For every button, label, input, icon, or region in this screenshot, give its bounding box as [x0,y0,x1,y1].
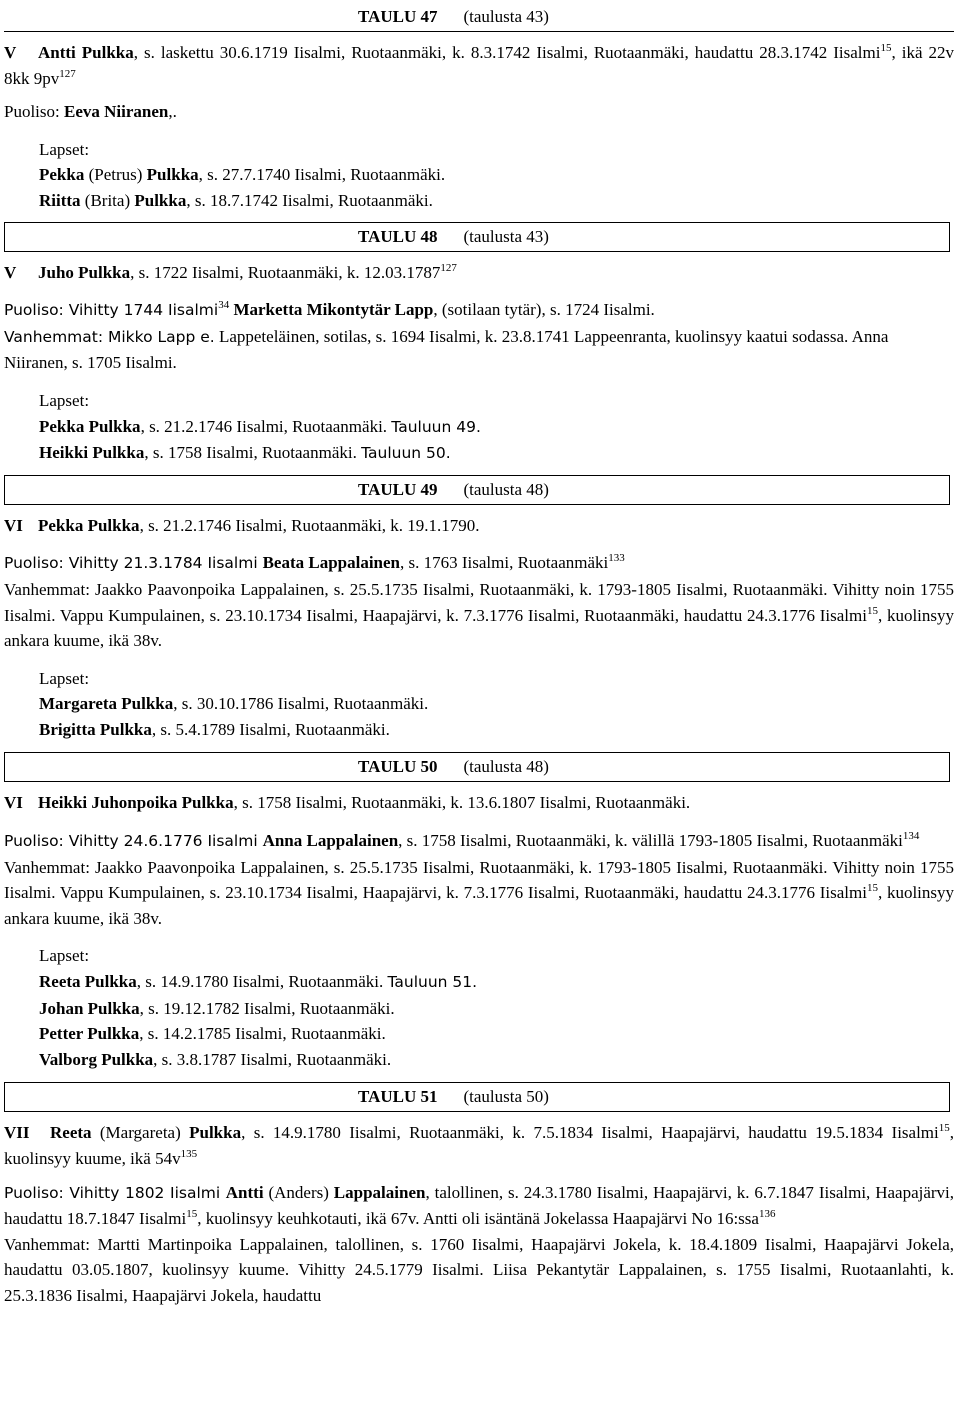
footnote-ref: 133 [608,552,625,565]
person-name: Antti Pulkka [38,43,134,62]
footnote-ref: 134 [902,830,920,843]
person-details-rest: , ikä 22v 8kk 9pv [4,43,954,88]
parents-label: Vanhemmat: Mikko Lapp e. [4,327,215,346]
parents-details: Lappeteläinen, sotilas, s. 1694 Iisalmi, k. 23.8.1741 Lappeenranta, kuolinsyy kaatui sodassa. Anna Niiranen, s. 1705 Iisalmi. [4,326,889,373]
taulu-49-header [4,475,950,505]
child-details: , s. 27.7.1740 Iisalmi, Ruotaanmäki. [198,165,446,185]
spouse-entry [4,550,954,577]
child-details: , s. 14.2.1785 Iisalmi, Ruotaanmäki. [139,1024,386,1044]
person-entry [4,1120,954,1171]
parents-entry [4,324,954,376]
spouse-label: Puoliso: [4,102,64,122]
spouse-details: , s. 1758 Iisalmi, Ruotaanmäki, k. välillä 1793-1805 Iisalmi, Ruotaanmäki [398,831,903,851]
taulu-47-header [4,3,954,32]
child-details: , s. 21.2.1746 Iisalmi, Ruotaanmäki. [140,416,392,436]
parents-details-rest: , kuolinsyy ankara kuume, ikä 38v. [4,605,955,651]
generation-label: VI [4,793,23,813]
child-entry [4,162,954,188]
child-entry [4,717,954,743]
taulu-source: (taulusta 48) [463,479,549,499]
person-details-rest: , kuolinsyy kuume, ikä 54v [4,1123,955,1168]
child-details: , s. 3.8.1787 Iisalmi, Ruotaanmäki. [153,1049,392,1069]
taulu-number: TAULU 47 [358,7,438,26]
parents-entry [4,577,954,654]
table-reference: Tauluun 51. [387,973,478,992]
child-name: Johan Pulkka [39,998,140,1018]
generation-label: VII [4,1123,30,1143]
spouse-details: ,. [168,102,177,122]
taulu-50 [4,752,954,1072]
person-entry [4,260,954,286]
spouse-label: Puoliso: Vihitty 1802 Iisalmi [4,1183,226,1202]
child-name: Margareta Pulkka [39,694,174,714]
table-reference: Tauluun 50. [361,444,451,463]
footnote-ref: 15 [866,882,878,895]
spouse-details: , s. 1763 Iisalmi, Ruotaanmäki [400,553,609,573]
spouse-entry [4,1180,954,1232]
child-name: Valborg Pulkka [39,1049,154,1069]
footnote-ref: 15 [866,604,878,617]
generation-label: V [4,43,17,62]
footnote-ref: 135 [180,1148,198,1160]
child-details: , s. 1758 Iisalmi, Ruotaanmäki. [144,443,362,463]
table-reference: Tauluun 49. [391,417,481,436]
person-alt-name: (Margareta) [91,1123,190,1143]
taulu-number: TAULU 51 [358,1087,438,1107]
spouse-name: Antti [225,1182,264,1202]
child-name: Reeta Pulkka [39,972,137,992]
person-details: , s. 14.9.1780 Iisalmi, Ruotaanmäki, k. 7.5.1834 Iisalmi, Haapajärvi, haudattu 19.5.1834 Iisalmi [241,1123,939,1143]
children-heading: Lapset: [39,946,90,966]
spouse-label: Puoliso: Vihitty 21.3.1784 Iisalmi [4,554,263,573]
spouse-details-rest: , kuolinsyy keuhkotauti, ikä 67v. Antti oli isäntänä Jokelassa Haapajärvi No 16:ssa [197,1209,759,1229]
child-details: , s. 14.9.1780 Iisalmi, Ruotaanmäki. [136,972,388,992]
child-name: Pekka [39,165,85,185]
person-details: , s. laskettu 30.6.1719 Iisalmi, Ruotaanmäki, k. 8.3.1742 Iisalmi, Ruotaanmäki, haudattu 28.3.1742 Iisalmi [133,43,881,62]
parents-entry [4,855,954,932]
child-entry [4,440,954,467]
taulu-number: TAULU 49 [358,479,438,499]
parents-details: Vanhemmat: Martti Martinpoika Lappalainen, talollinen, s. 1760 Iisalmi, Haapajärvi Jokela, k. 18.4.1809 Iisalmi, Haapajärvi Jokela, haudattu 03.05.1807, kuolinsyy kuume. Vihitty 24.5.1779 Iisalmi. Liisa Pekantytär Lappalainen, s. 1755 Iisalmi, Ruotaanlahti, k. 25.3.1836 Iisalmi, Haapajärvi Jokela, haudattu [4,1234,954,1305]
taulu-51-header [4,1082,950,1112]
child-name: Brigitta Pulkka [39,719,152,739]
person-name: Juho Pulkka [38,262,131,282]
spouse-entry [4,99,954,125]
child-alt-name: (Petrus) [84,165,147,185]
child-details: , s. 19.12.1782 Iisalmi, Ruotaanmäki. [139,998,395,1018]
child-name: Petter Pulkka [39,1024,140,1044]
person-name: Heikki Juhonpoika Pulkka [38,793,234,813]
spouse-entry [4,828,954,855]
footnote-ref: 127 [59,67,76,80]
child-entry [4,414,954,441]
person-entry [4,513,954,539]
children-heading: Lapset: [39,139,90,159]
spouse-details: , talollinen, s. 24.3.1780 Iisalmi, Haapajärvi, k. 6.7.1847 Iisalmi, Haapajärvi, haudattu 18.7.1847 Iisalmi [4,1182,955,1229]
footnote-ref: 127 [440,261,457,274]
taulu-47 [4,3,954,214]
child-surname: Pulkka [134,190,187,210]
taulu-source: (taulusta 50) [463,1087,549,1107]
footnote-ref: 15 [880,42,892,54]
taulu-source: (taulusta 43) [463,226,549,246]
footnote-ref: 15 [938,1122,950,1135]
spouse-name: Eeva Niiranen [64,102,169,122]
child-entry [4,969,954,996]
spouse-label: Puoliso: Vihitty 24.6.1776 Iisalmi [4,832,263,851]
child-details: , s. 18.7.1742 Iisalmi, Ruotaanmäki. [186,190,433,210]
taulu-48-header [4,223,950,252]
spouse-surname: Lappalainen [333,1182,426,1202]
parents-details: Vanhemmat: Jaakko Paavonpoika Lappalainen, s. 25.5.1735 Iisalmi, Ruotaanmäki, k. 1793-1805 Iisalmi, Ruotaanmäki. Vihitty noin 1755 Iisalmi. Vappu Kumpulainen, s. 23.10.1734 Iisalmi, Haapajärvi, k. 7.3.1776 Iisalmi, Ruotaanmäki, haudattu 24.3.1776 Iisalmi [4,857,954,903]
taulu-source: (taulusta 48) [463,757,549,777]
parents-details-rest: , kuolinsyy ankara kuume, ikä 38v. [4,883,955,928]
taulu-number: TAULU 48 [358,226,438,246]
child-entry [4,188,954,214]
taulu-50-header [4,752,950,782]
child-entry [4,996,954,1022]
child-entry [4,1021,954,1047]
child-details: , s. 30.10.1786 Iisalmi, Ruotaanmäki. [173,694,429,714]
taulu-49 [4,475,954,743]
child-surname: Pulkka [146,165,199,185]
person-entry [4,790,954,816]
child-name: Heikki Pulkka [39,443,145,463]
person-details: , s. 1758 Iisalmi, Ruotaanmäki, k. 13.6.1807 Iisalmi, Ruotaanmäki. [233,793,691,813]
footnote-ref: 15 [186,1208,198,1221]
footnote-ref: 136 [758,1208,776,1221]
children-heading: Lapset: [39,390,90,410]
spouse-entry [4,297,954,324]
child-alt-name: (Brita) [80,190,135,210]
person-surname: Pulkka [189,1123,242,1143]
person-details: , s. 21.2.1746 Iisalmi, Ruotaanmäki, k. 19.1.1790. [139,515,480,535]
footnote-ref: 34 [218,299,230,312]
children-heading: Lapset: [39,668,90,688]
taulu-source: (taulusta 43) [463,7,549,26]
taulu-48 [4,222,954,467]
child-entry [4,691,954,717]
taulu-51 [4,1082,954,1308]
person-details: , s. 1722 Iisalmi, Ruotaanmäki, k. 12.03.1787 [130,262,441,282]
generation-label: VI [4,515,23,535]
spouse-alt-name: (Anders) [263,1182,334,1202]
generation-label: V [4,262,17,282]
taulu-number: TAULU 50 [358,757,438,777]
person-entry [4,40,954,91]
person-name: Reeta [50,1123,92,1143]
person-name: Pekka Pulkka [38,515,140,535]
spouse-details: , (sotilaan tytär), s. 1724 Iisalmi. [433,300,655,320]
spouse-label: Puoliso: Vihitty 1744 Iisalmi [4,301,219,320]
parents-details: Vanhemmat: Jaakko Paavonpoika Lappalainen, s. 25.5.1735 Iisalmi, Ruotaanmäki, k. 1793-1805 Iisalmi, Ruotaanmäki. Vihitty noin 1755 Iisalmi. Vappu Kumpulainen, s. 23.10.1734 Iisalmi, Haapajärvi, k. 7.3.1776 Iisalmi, Ruotaanmäki, haudattu 24.3.1776 Iisalmi [4,579,954,625]
child-name: Pekka Pulkka [39,416,141,436]
spouse-name: Anna Lappalainen [262,831,399,851]
spouse-name: Beata Lappalainen [262,553,401,573]
child-name: Riitta [39,190,81,210]
spouse-name: Marketta Mikontytär Lapp [233,300,434,320]
child-details: , s. 5.4.1789 Iisalmi, Ruotaanmäki. [151,719,390,739]
child-entry [4,1047,954,1073]
parents-entry [4,1232,954,1309]
